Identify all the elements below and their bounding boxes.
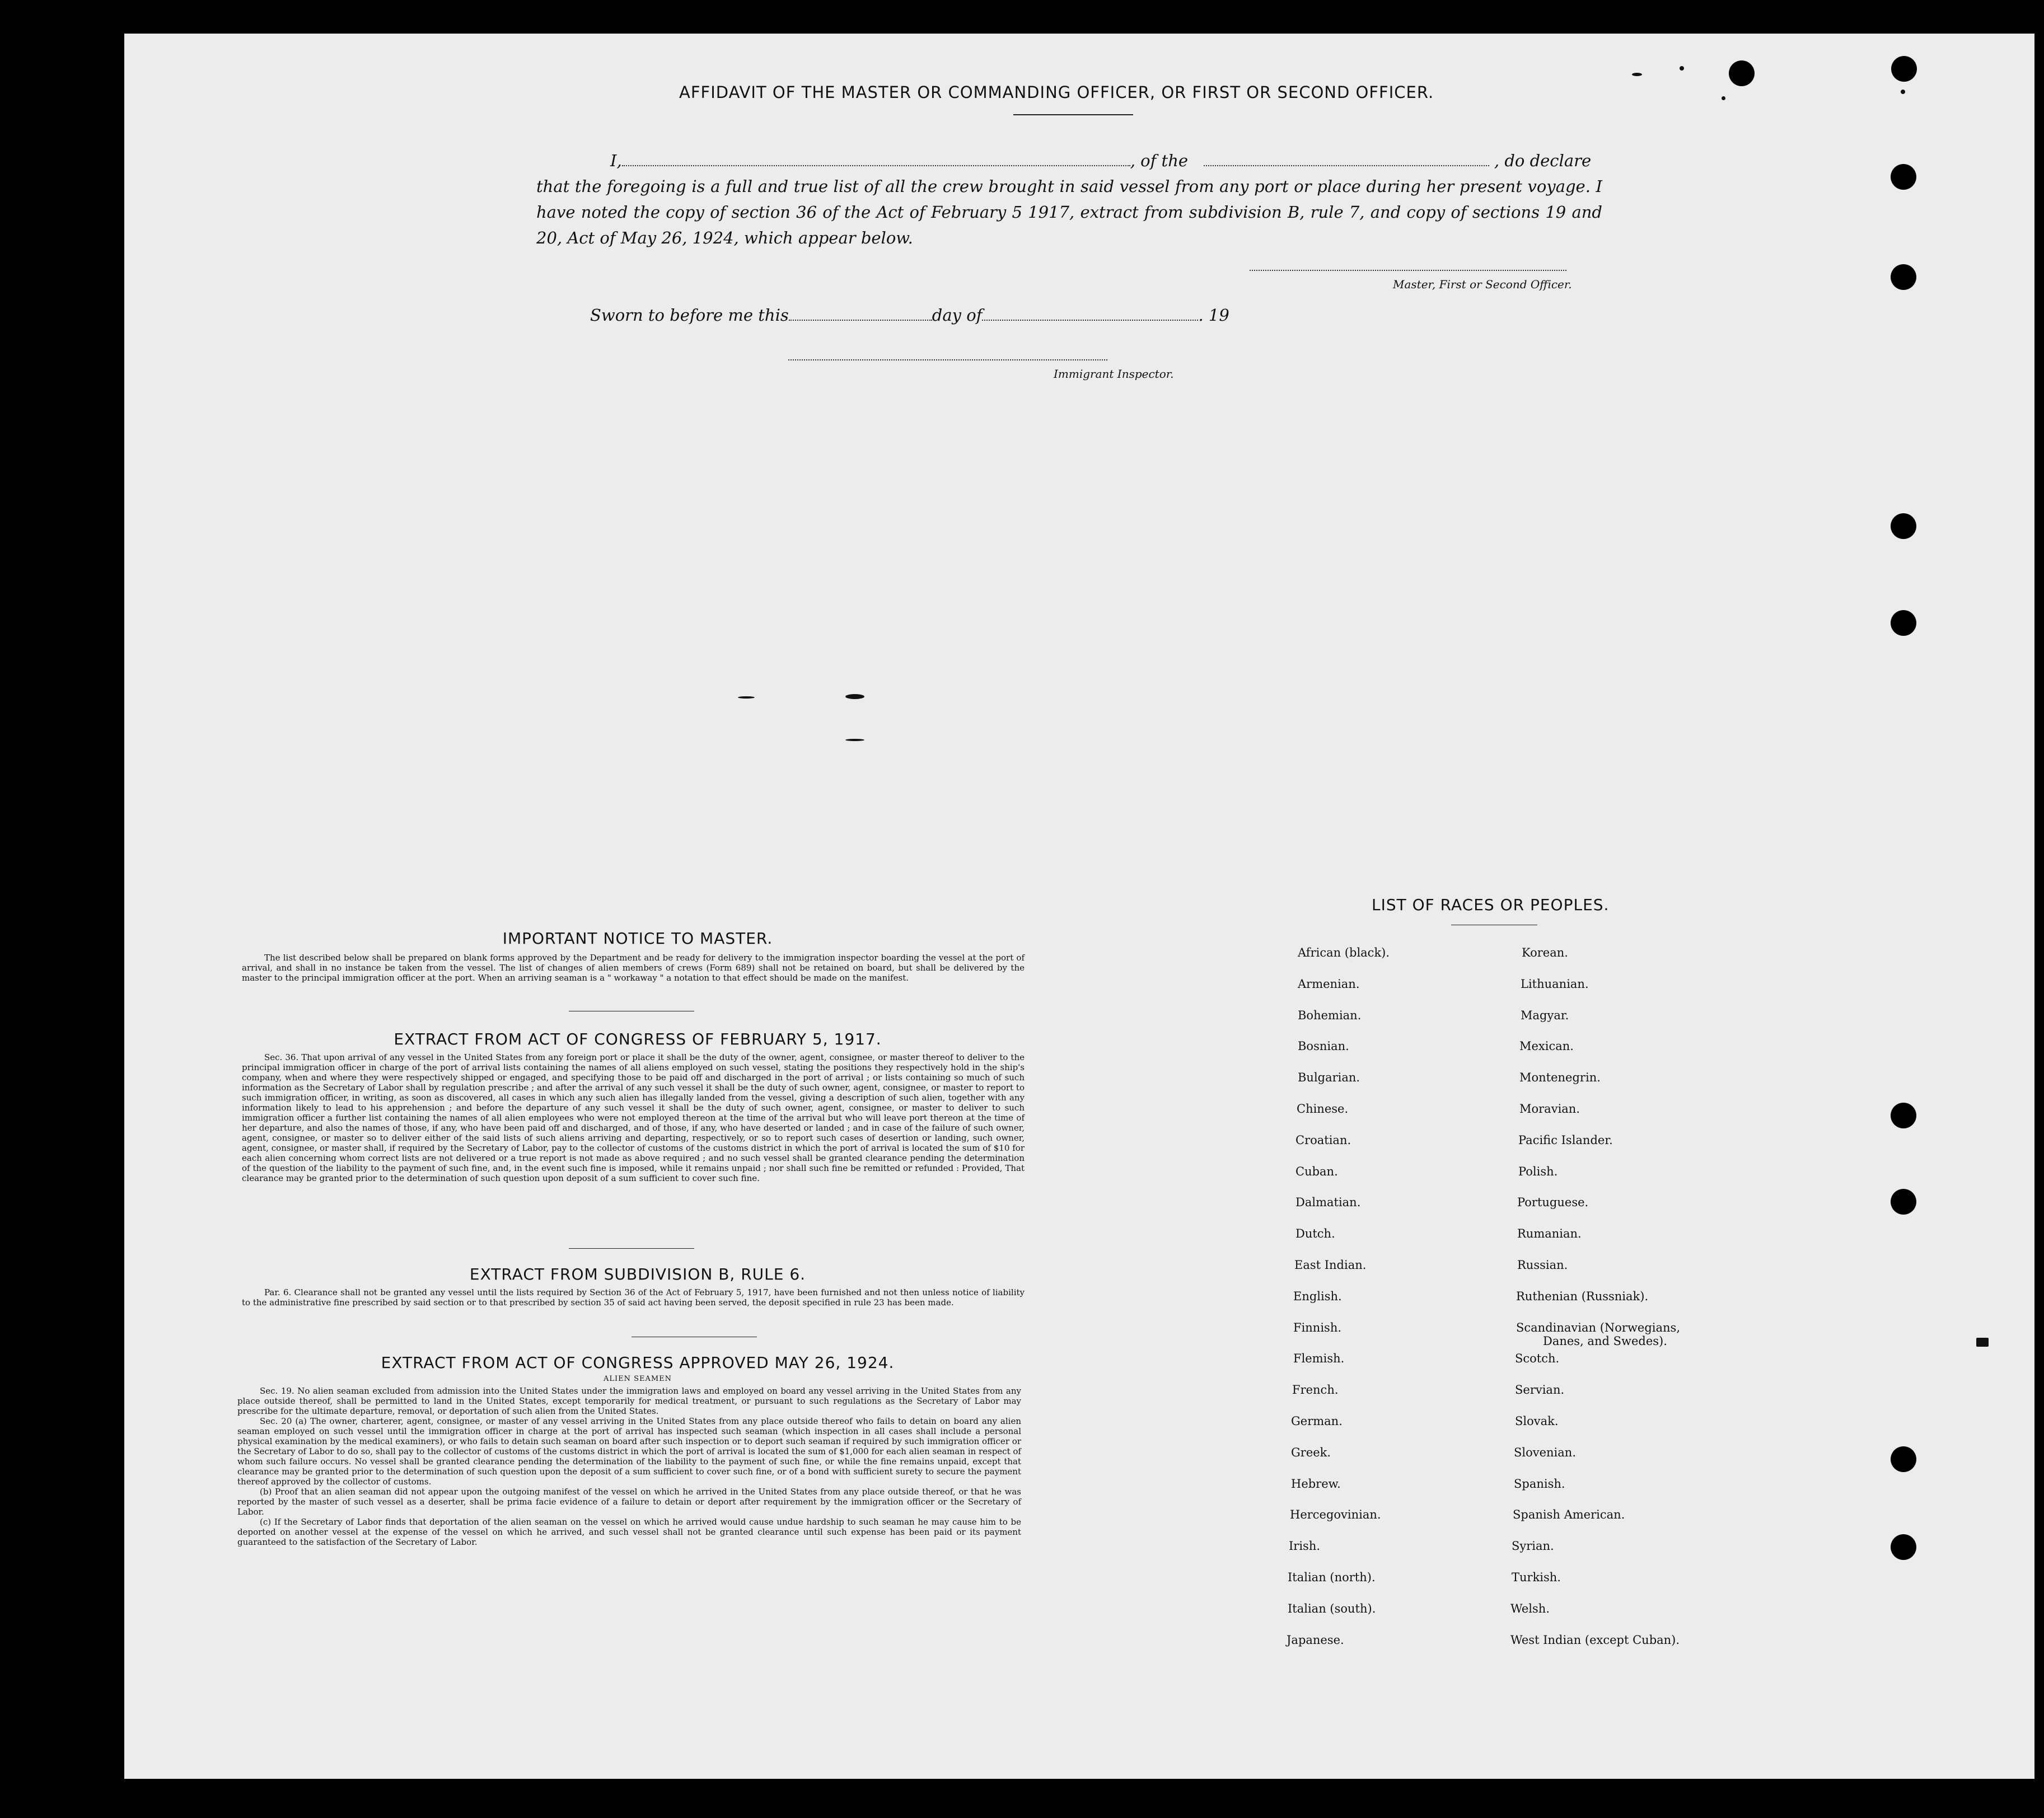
race-item: Chinese. bbox=[1297, 1102, 1349, 1116]
binder-hole bbox=[1891, 164, 1916, 190]
affidavit-body: that the foregoing is a full and true list of all the crew brought in said vessel from any port or place during her present voyage. I have noted the copy of section 36 of the Act of February 5 1917, extract from subdivision B, rule 7, and copy of sections 19 and 20, Act of May 26, 1924, which appear below. bbox=[536, 177, 1602, 247]
race-item: Greek. bbox=[1291, 1445, 1331, 1459]
race-item: Welsh. bbox=[1510, 1601, 1550, 1615]
race-item: Magyar. bbox=[1521, 1008, 1569, 1022]
race-item: Pacific Islander. bbox=[1518, 1133, 1613, 1147]
sec-20c-paragraph: (c) If the Secretary of Labor finds that deportation of the alien seaman on the vessel on which he arrived would cause undue hardship to such seaman he may cause him to be deported on another vessel at the expense of the vessel on which he arrived, and such vessel shall not be granted clearance until such expense has been paid or its payment guaranteed to the satisfaction of the Secretary of Labor. bbox=[237, 1517, 1021, 1547]
race-item: Ruthenian (Russniak). bbox=[1516, 1289, 1649, 1303]
of-the-label: , of the bbox=[1130, 151, 1189, 170]
race-item: Slovenian. bbox=[1514, 1445, 1576, 1459]
race-item: Spanish American. bbox=[1513, 1508, 1625, 1522]
race-item-continuation: Danes, and Swedes). bbox=[1543, 1334, 1667, 1348]
binder-hole bbox=[1891, 610, 1916, 636]
race-item: West Indian (except Cuban). bbox=[1510, 1633, 1680, 1647]
day-blank[interactable] bbox=[789, 308, 932, 321]
binder-hole bbox=[1891, 1534, 1916, 1560]
race-item: English. bbox=[1293, 1289, 1342, 1303]
binder-hole bbox=[1891, 513, 1916, 539]
race-item: Finnish. bbox=[1293, 1320, 1342, 1334]
race-item: Spanish. bbox=[1514, 1477, 1565, 1491]
race-item: Turkish. bbox=[1512, 1571, 1561, 1584]
race-item: Mexican. bbox=[1519, 1039, 1574, 1053]
race-item: Italian (north). bbox=[1288, 1571, 1376, 1584]
scan-speck bbox=[845, 694, 864, 699]
name-blank[interactable] bbox=[622, 154, 1130, 166]
sworn-line bbox=[590, 306, 1229, 325]
race-item: German. bbox=[1291, 1414, 1343, 1428]
race-item: Korean. bbox=[1522, 946, 1568, 959]
vessel-blank[interactable] bbox=[1204, 154, 1489, 166]
race-item: Rumanian. bbox=[1517, 1227, 1582, 1241]
race-item: Scandinavian (Norwegians, bbox=[1516, 1320, 1681, 1334]
race-item: Moravian. bbox=[1519, 1102, 1580, 1116]
race-item: Italian (south). bbox=[1288, 1601, 1376, 1615]
race-item: Montenegrin. bbox=[1519, 1071, 1601, 1085]
inspector-signature-label: Immigrant Inspector. bbox=[1054, 367, 1174, 381]
sec-19-paragraph: Sec. 19. No alien seaman excluded from admission into the United States under the immigration laws and employed on board any vessel arriving in the United States from any place outside thereof, shall be permitted to land in the United States, except temporarily for medical treatment, or pursuant to such regulations as the Secretary of Labor may prescribe for the ultimate departure, removal, or deportation of such alien from the United States. bbox=[237, 1386, 1021, 1416]
sworn-year-label: . 19 bbox=[1198, 306, 1229, 325]
scan-speck bbox=[1976, 1338, 1989, 1347]
race-item: Russian. bbox=[1517, 1258, 1568, 1272]
binder-hole bbox=[1891, 1189, 1916, 1215]
race-item: French. bbox=[1292, 1383, 1339, 1397]
scan-speck bbox=[1680, 66, 1684, 71]
master-signature-line[interactable] bbox=[1250, 270, 1566, 271]
race-item: Dutch. bbox=[1295, 1227, 1335, 1241]
master-signature-label: Master, First or Second Officer. bbox=[1393, 278, 1572, 291]
section-divider bbox=[569, 1248, 694, 1249]
race-item: Bohemian. bbox=[1298, 1008, 1362, 1022]
binder-hole bbox=[1891, 1103, 1916, 1128]
binder-hole bbox=[1891, 1446, 1916, 1472]
race-item: Bulgarian. bbox=[1298, 1071, 1360, 1085]
race-item: Scotch. bbox=[1515, 1352, 1560, 1366]
affidavit-title: AFFIDAVIT OF THE MASTER OR COMMANDING OFFICER, OR FIRST OR SECOND OFFICER. bbox=[679, 83, 1434, 102]
race-item: Irish. bbox=[1289, 1539, 1321, 1553]
race-item: Hebrew. bbox=[1291, 1477, 1341, 1491]
alien-seamen-subtitle: ALIEN SEAMEN bbox=[603, 1375, 672, 1383]
extract-1917-paragraph: Sec. 36. That upon arrival of any vessel in the United States from any foreign port or place it shall be the duty of the owner, agent, consignee, or master thereof to deliver to the principal immigration officer in charge of the port of arrival lists containing the names of all aliens employed on such vessel, stating the positions they respectively hold in the ship's company, when and where they were respectively shipped or engaged, and specifying those to be paid off and discharged in the port of arrival ; or lists containing so much of such information as the Secretary of Labor shall by regulation prescribe ; and after the arrival of any such vessel it shall be the duty of such owner, agent, consignee, or master to report to such immigration officer, in writing, as soon as discovered, all cases in which any such alien has illegally landed from the vessel, giving a description of such alien, together with any information likely to lead to his apprehension ; and before the departure of any such vessel it shall be the duty of such owner, agent, consignee, or master to deliver to such immigration officer a further list containing the names of all alien employees who were not employed thereon at the time of the arrival but who will leave port thereon at the time of her departure, and also the names of those, if any, who have been paid off and discharged, and of those, if any, who have deserted or landed ; and in case of the failure of such owner, agent, consignee, or master so to deliver either of the said lists of such aliens arriving and departing, respectively, or so to report such cases of desertion or landing, such owner, agent, consignee, or master shall, if required by the Secretary of Labor, pay to the collector of customs of the customs district in which the port of arrival is located the sum of $10 for each alien concerning whom correct lists are not delivered or a true report is not made as above required ; and no such vessel shall be granted clearance pending the determination of the question of the liability to the payment of such fine, and, in the event such fine is imposed, while it remains unpaid ; nor shall such fine be remitted or refunded : Provided, That clearance may be granted prior to the determination of such question upon deposit of a sum sufficient to cover such fine. bbox=[242, 1052, 1025, 1183]
race-item: Cuban. bbox=[1295, 1164, 1338, 1178]
rule-6-title: EXTRACT FROM SUBDIVISION B, RULE 6. bbox=[469, 1265, 806, 1283]
scan-speck bbox=[738, 696, 755, 699]
rule-6-text bbox=[242, 1287, 1025, 1308]
race-item: Croatian. bbox=[1295, 1133, 1351, 1147]
race-item: Polish. bbox=[1518, 1164, 1558, 1178]
sworn-prefix: Sworn to before me this bbox=[590, 306, 789, 325]
extract-1917-text bbox=[242, 1052, 1025, 1183]
extract-1924-text bbox=[237, 1386, 1021, 1547]
race-item: Slovak. bbox=[1515, 1414, 1559, 1428]
race-item: African (black). bbox=[1298, 946, 1390, 959]
binder-hole bbox=[1891, 264, 1916, 290]
race-item: Flemish. bbox=[1293, 1352, 1345, 1366]
inspector-signature-line[interactable] bbox=[788, 359, 1107, 361]
scan-speck bbox=[1632, 73, 1642, 76]
race-item: Lithuanian. bbox=[1521, 977, 1589, 991]
notice-text bbox=[242, 953, 1025, 983]
extract-1924-title: EXTRACT FROM ACT OF CONGRESS APPROVED MAY 26, 1924. bbox=[381, 1353, 895, 1372]
races-title: LIST OF RACES OR PEOPLES. bbox=[1372, 896, 1610, 914]
scan-speck bbox=[1901, 90, 1905, 94]
race-item: East Indian. bbox=[1294, 1258, 1367, 1272]
race-item: Dalmatian. bbox=[1295, 1196, 1361, 1210]
extract-1917-title: EXTRACT FROM ACT OF CONGRESS OF FEBRUARY 5, 1917. bbox=[394, 1030, 882, 1048]
binder-hole bbox=[1729, 60, 1755, 86]
race-item: Armenian. bbox=[1298, 977, 1360, 991]
notice-paragraph: The list described below shall be prepared on blank forms approved by the Department and be ready for delivery to the immigration inspector boarding the vessel at the port of arrival, and shall in no instance be taken from the vessel. The list of changes of alien members of crews (Form 689) shall not be retained on board, but shall be delivered by the master to the principal immigration officer at the port. When an arriving seaman is a " workaway " a notation to that effect should be made on the manifest. bbox=[242, 953, 1025, 983]
title-underline bbox=[1013, 114, 1133, 115]
race-item: Syrian. bbox=[1512, 1539, 1554, 1553]
binder-hole bbox=[1891, 56, 1917, 82]
scan-speck bbox=[845, 739, 864, 741]
race-item: Servian. bbox=[1515, 1383, 1565, 1397]
sworn-day-label: day of bbox=[932, 306, 983, 325]
pronoun-i: I, bbox=[610, 151, 622, 170]
sec-20b-paragraph: (b) Proof that an alien seaman did not appear upon the outgoing manifest of the vessel on which he arrived in the United States from any place outside thereof, or that he was reported by the master of such vessel as a deserter, shall be prima facie evidence of a failure to detain or deport after requirement by the immigration officer or the Secretary of Labor. bbox=[237, 1487, 1021, 1517]
sec-20a-paragraph: Sec. 20 (a) The owner, charterer, agent, consignee, or master of any vessel arriving in the United States from any place outside thereof who fails to detain on board any alien seaman employed on such vessel until the immigration officer in charge at the port of arrival has inspected such seaman (which inspection in all cases shall include a personal physical examination by the medical examiners), or who fails to detain such seaman on board after such inspection or to deport such seaman if required by such immigration officer or the Secretary of Labor to do so, shall pay to the collector of customs of the customs district in which the port of arrival is located the sum of $1,000 for each alien seaman in respect of whom such failure occurs. No vessel shall be granted clearance pending the determination of the liability to the payment of such fine, or while the fine remains unpaid, except that clearance may be granted prior to the determination of such question upon the deposit of a sum sufficient to cover such fine, or of a bond with sufficient surety to secure the payment thereof approved by the collector of customs. bbox=[237, 1416, 1021, 1487]
race-item: Japanese. bbox=[1287, 1633, 1344, 1647]
race-item: Portuguese. bbox=[1517, 1196, 1589, 1210]
race-item: Bosnian. bbox=[1298, 1039, 1349, 1053]
affidavit-first-line bbox=[610, 151, 1603, 170]
rule-6-paragraph: Par. 6. Clearance shall not be granted any vessel until the lists required by Section 36 of the Act of February 5, 1917, have been furnished and not then unless notice of liability to the administrative fine prescribed by said section or to that prescribed by section 35 of said act having been served, the deposit specified in rule 23 has been made. bbox=[242, 1287, 1025, 1308]
race-item: Hercegovinian. bbox=[1290, 1508, 1381, 1522]
notice-title: IMPORTANT NOTICE TO MASTER. bbox=[502, 929, 773, 948]
scan-speck bbox=[1722, 96, 1725, 100]
declare-label: , do declare bbox=[1494, 151, 1592, 170]
month-blank[interactable] bbox=[982, 308, 1198, 321]
